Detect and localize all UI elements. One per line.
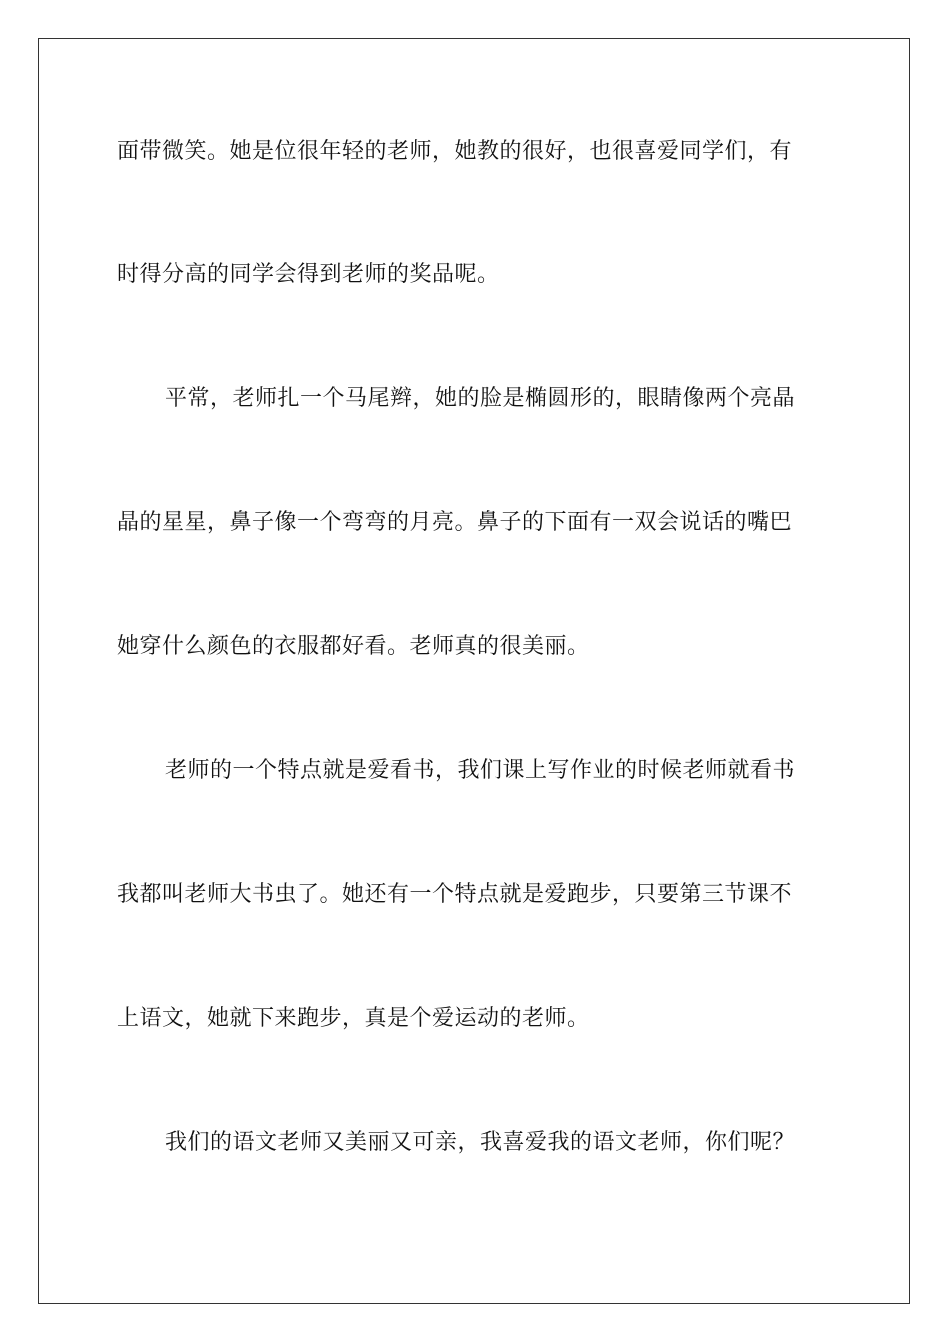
text-line: 我们的语文老师又美丽又可亲，我喜爱我的语文老师，你们呢？ <box>165 1130 796 1155</box>
text-line: 老师的一个特点就是爱看书，我们课上写作业的时候老师就看书 <box>165 758 796 783</box>
text-line: 她穿什么颜色的衣服都好看。老师真的很美丽。 <box>117 634 590 659</box>
text-line: 面带微笑。她是位很年轻的老师，她教的很好，也很喜爱同学们，有 <box>117 139 793 164</box>
text-line: 时得分高的同学会得到老师的奖品呢。 <box>117 262 500 287</box>
text-line: 晶的星星，鼻子像一个弯弯的月亮。鼻子的下面有一双会说话的嘴巴 <box>117 510 793 535</box>
text-line: 平常，老师扎一个马尾辫，她的脸是椭圆形的，眼睛像两个亮晶 <box>165 386 796 411</box>
text-line: 上语文，她就下来跑步，真是个爱运动的老师。 <box>117 1006 590 1031</box>
text-line: 我都叫老师大书虫了。她还有一个特点就是爱跑步，只要第三节课不 <box>117 882 793 907</box>
page-frame <box>38 38 910 1304</box>
